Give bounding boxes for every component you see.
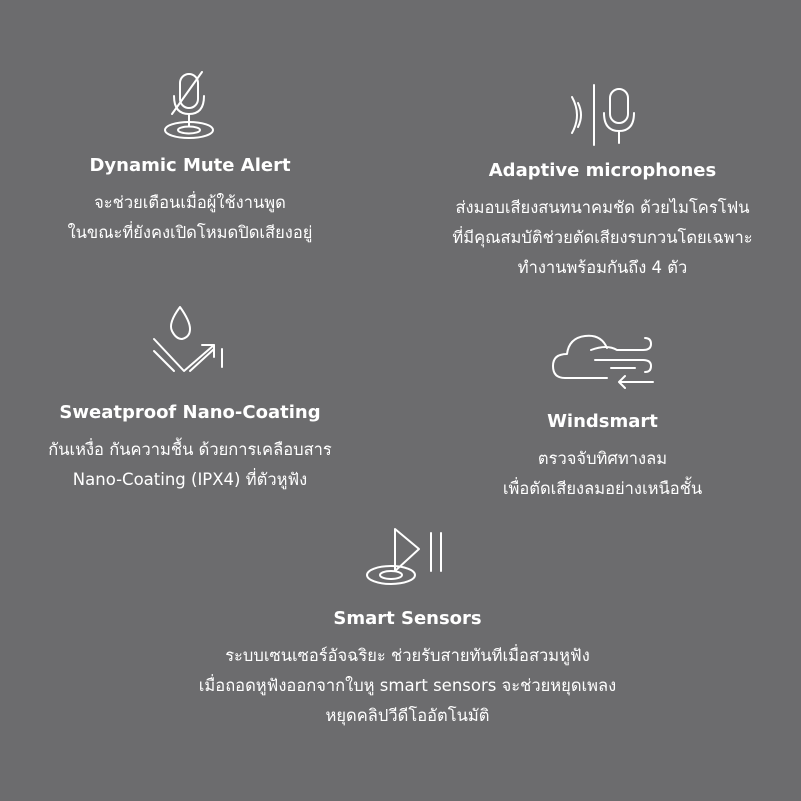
feature-description bbox=[405, 193, 800, 283]
description-line: ในขณะที่ยังคงเปิดโหมดปิดเสียงอยู่ bbox=[67, 223, 313, 242]
cloud-wind-icon bbox=[551, 330, 655, 388]
water-drop-shield-icon bbox=[150, 305, 230, 383]
adaptive-microphone-icon bbox=[568, 85, 638, 145]
feature-title: Dynamic Mute Alert bbox=[89, 155, 291, 176]
feature-description bbox=[40, 188, 340, 248]
description-line: ที่มีคุณสมบัติช่วยตัดเสียงรบกวนโดยเฉพาะ bbox=[452, 228, 753, 247]
description-line: เพื่อตัดเสียงลมอย่างเหนือชั้น bbox=[502, 479, 703, 498]
feature-dynamic-mute-alert bbox=[40, 70, 340, 248]
play-pause-sensor-icon bbox=[365, 525, 451, 589]
feature-description bbox=[0, 435, 380, 495]
description-line: ระบบเซนเซอร์อัจฉริยะ ช่วยรับสายทันทีเมื่อสวมหูฟัง bbox=[225, 646, 590, 665]
description-line: เมื่อถอดหูฟังออกจากใบหู smart sensors จะช่วยหยุดเพลง bbox=[198, 676, 617, 695]
feature-smart-sensors bbox=[150, 525, 665, 731]
description-line: ส่งมอบเสียงสนทนาคมชัด ด้วยไมโครโฟน bbox=[455, 198, 750, 217]
feature-description bbox=[150, 641, 665, 731]
description-line: หยุดคลิปวีดีโออัตโนมัติ bbox=[325, 706, 490, 725]
feature-sweatproof-nano-coating bbox=[0, 305, 380, 495]
description-line: ทำงานพร้อมกันถึง 4 ตัว bbox=[517, 258, 688, 277]
feature-title: Sweatproof Nano-Coating bbox=[59, 402, 321, 423]
feature-title: Windsmart bbox=[547, 411, 658, 432]
description-line: จะช่วยเตือนเมื่อผู้ใช้งานพูด bbox=[94, 193, 286, 212]
feature-title: Smart Sensors bbox=[333, 608, 482, 629]
feature-windsmart bbox=[440, 330, 765, 504]
description-line: Nano-Coating (IPX4) ที่ตัวหูฟัง bbox=[72, 470, 308, 489]
feature-title: Adaptive microphones bbox=[488, 160, 717, 181]
muted-microphone-icon bbox=[160, 70, 220, 142]
description-line: กันเหงื่อ กันความชื้น ด้วยการเคลือบสาร bbox=[48, 440, 332, 459]
feature-adaptive-microphones bbox=[405, 85, 800, 283]
description-line: ตรวจจับทิศทางลม bbox=[537, 449, 668, 468]
feature-description bbox=[440, 444, 765, 504]
